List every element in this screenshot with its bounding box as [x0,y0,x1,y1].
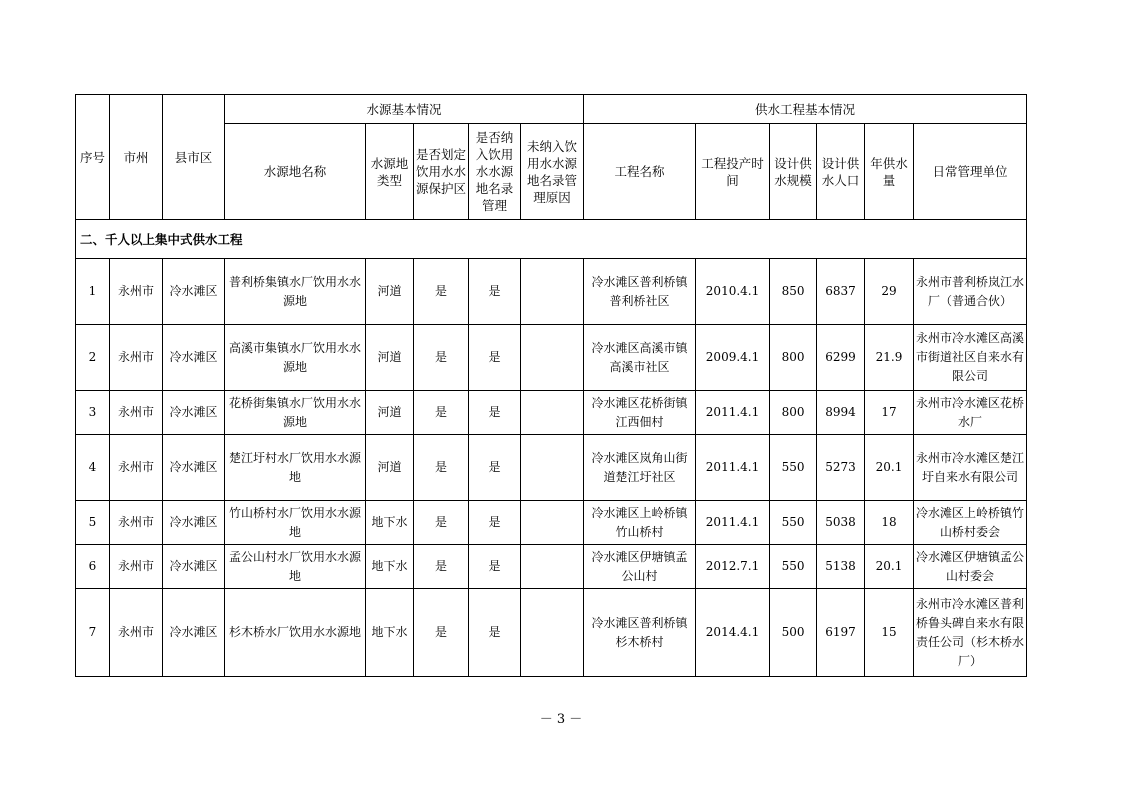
section-row [76,220,1027,259]
cell-reason [521,501,584,545]
cell-annual: 15 [865,589,914,677]
cell-reason [521,589,584,677]
cell-manager: 冷水滩区上岭桥镇竹山桥村委会 [914,501,1027,545]
cell-listed: 是 [469,545,521,589]
header-county: 县市区 [163,95,225,220]
cell-county: 冷水滩区 [163,589,225,677]
cell-protected: 是 [414,589,469,677]
cell-manager: 永州市冷水滩区普利桥鲁头碑自来水有限责任公司（杉木桥水厂） [914,589,1027,677]
cell-source: 楚江圩村水厂饮用水水源地 [225,435,366,501]
cell-seq: 7 [76,589,110,677]
cell-annual: 20.1 [865,435,914,501]
cell-protected: 是 [414,325,469,391]
table-row [76,325,1027,391]
cell-city: 永州市 [110,259,163,325]
cell-project: 冷水滩区花桥街镇江西佃村 [584,391,696,435]
cell-reason [521,435,584,501]
cell-listed: 是 [469,325,521,391]
cell-project: 冷水滩区普利桥镇普利桥社区 [584,259,696,325]
cell-scale: 800 [770,391,817,435]
cell-county: 冷水滩区 [163,259,225,325]
cell-type: 河道 [366,435,414,501]
cell-population: 5138 [817,545,865,589]
header-reason: 未纳入饮用水水源地名录管理原因 [521,124,584,220]
cell-manager: 永州市冷水滩区楚江圩自来水有限公司 [914,435,1027,501]
cell-scale: 800 [770,325,817,391]
cell-type: 地下水 [366,545,414,589]
cell-scale: 550 [770,435,817,501]
cell-seq: 2 [76,325,110,391]
cell-reason [521,545,584,589]
cell-population: 6299 [817,325,865,391]
header-source-name: 水源地名称 [225,124,366,220]
header-start: 工程投产时间 [696,124,770,220]
cell-reason [521,391,584,435]
cell-manager: 永州市冷水滩区高溪市街道社区自来水有限公司 [914,325,1027,391]
page-number: － 3 － [539,712,583,727]
cell-county: 冷水滩区 [163,325,225,391]
cell-city: 永州市 [110,435,163,501]
header-group-water: 水源基本情况 [225,95,584,124]
cell-listed: 是 [469,391,521,435]
cell-type: 河道 [366,325,414,391]
header-manager: 日常管理单位 [914,124,1027,220]
cell-city: 永州市 [110,391,163,435]
header-source-type: 水源地类型 [366,124,414,220]
cell-seq: 4 [76,435,110,501]
cell-scale: 550 [770,501,817,545]
table-row [76,589,1027,677]
cell-source: 孟公山村水厂饮用水水源地 [225,545,366,589]
header-project: 工程名称 [584,124,696,220]
cell-project: 冷水滩区伊塘镇孟公山村 [584,545,696,589]
cell-protected: 是 [414,391,469,435]
cell-scale: 500 [770,589,817,677]
cell-population: 6197 [817,589,865,677]
cell-source: 竹山桥村水厂饮用水水源地 [225,501,366,545]
cell-listed: 是 [469,501,521,545]
cell-population: 8994 [817,391,865,435]
table-row [76,391,1027,435]
cell-start: 2011.4.1 [696,391,770,435]
cell-annual: 21.9 [865,325,914,391]
cell-seq: 5 [76,501,110,545]
cell-population: 5038 [817,501,865,545]
header-annual: 年供水量 [865,124,914,220]
cell-reason [521,259,584,325]
cell-protected: 是 [414,259,469,325]
cell-reason [521,325,584,391]
table-row [76,545,1027,589]
cell-project: 冷水滩区上岭桥镇竹山桥村 [584,501,696,545]
header-protected: 是否划定饮用水水源保护区 [414,124,469,220]
cell-manager: 永州市冷水滩区花桥水厂 [914,391,1027,435]
cell-source: 杉木桥水厂饮用水水源地 [225,589,366,677]
cell-county: 冷水滩区 [163,501,225,545]
cell-city: 永州市 [110,545,163,589]
cell-scale: 850 [770,259,817,325]
cell-annual: 29 [865,259,914,325]
cell-source: 高溪市集镇水厂饮用水水源地 [225,325,366,391]
cell-scale: 550 [770,545,817,589]
cell-annual: 20.1 [865,545,914,589]
cell-protected: 是 [414,501,469,545]
cell-type: 河道 [366,391,414,435]
cell-listed: 是 [469,259,521,325]
cell-source: 花桥街集镇水厂饮用水水源地 [225,391,366,435]
cell-annual: 17 [865,391,914,435]
cell-county: 冷水滩区 [163,391,225,435]
header-city: 市州 [110,95,163,220]
cell-protected: 是 [414,435,469,501]
cell-population: 5273 [817,435,865,501]
cell-project: 冷水滩区普利桥镇杉木桥村 [584,589,696,677]
cell-city: 永州市 [110,501,163,545]
table-row [76,435,1027,501]
section-title: 二、千人以上集中式供水工程 [76,220,1027,259]
cell-start: 2011.4.1 [696,501,770,545]
cell-annual: 18 [865,501,914,545]
cell-start: 2014.4.1 [696,589,770,677]
cell-city: 永州市 [110,325,163,391]
table-row [76,501,1027,545]
cell-manager: 永州市普利桥岚江水厂（普通合伙） [914,259,1027,325]
cell-listed: 是 [469,589,521,677]
cell-manager: 冷水滩区伊塘镇孟公山村委会 [914,545,1027,589]
cell-project: 冷水滩区高溪市镇高溪市社区 [584,325,696,391]
water-supply-table [75,94,1027,677]
cell-type: 地下水 [366,589,414,677]
cell-type: 地下水 [366,501,414,545]
header-group-supply: 供水工程基本情况 [584,95,1027,124]
cell-listed: 是 [469,435,521,501]
table-row [76,259,1027,325]
cell-seq: 6 [76,545,110,589]
cell-start: 2012.7.1 [696,545,770,589]
cell-type: 河道 [366,259,414,325]
header-seq: 序号 [76,95,110,220]
header-population: 设计供水人口 [817,124,865,220]
header-scale: 设计供水规模 [770,124,817,220]
cell-county: 冷水滩区 [163,435,225,501]
cell-start: 2011.4.1 [696,435,770,501]
cell-population: 6837 [817,259,865,325]
cell-county: 冷水滩区 [163,545,225,589]
cell-seq: 3 [76,391,110,435]
cell-source: 普利桥集镇水厂饮用水水源地 [225,259,366,325]
cell-start: 2010.4.1 [696,259,770,325]
cell-protected: 是 [414,545,469,589]
cell-city: 永州市 [110,589,163,677]
cell-project: 冷水滩区岚角山街道楚江圩社区 [584,435,696,501]
cell-start: 2009.4.1 [696,325,770,391]
cell-seq: 1 [76,259,110,325]
header-listed: 是否纳入饮用水水源地名录管理 [469,124,521,220]
